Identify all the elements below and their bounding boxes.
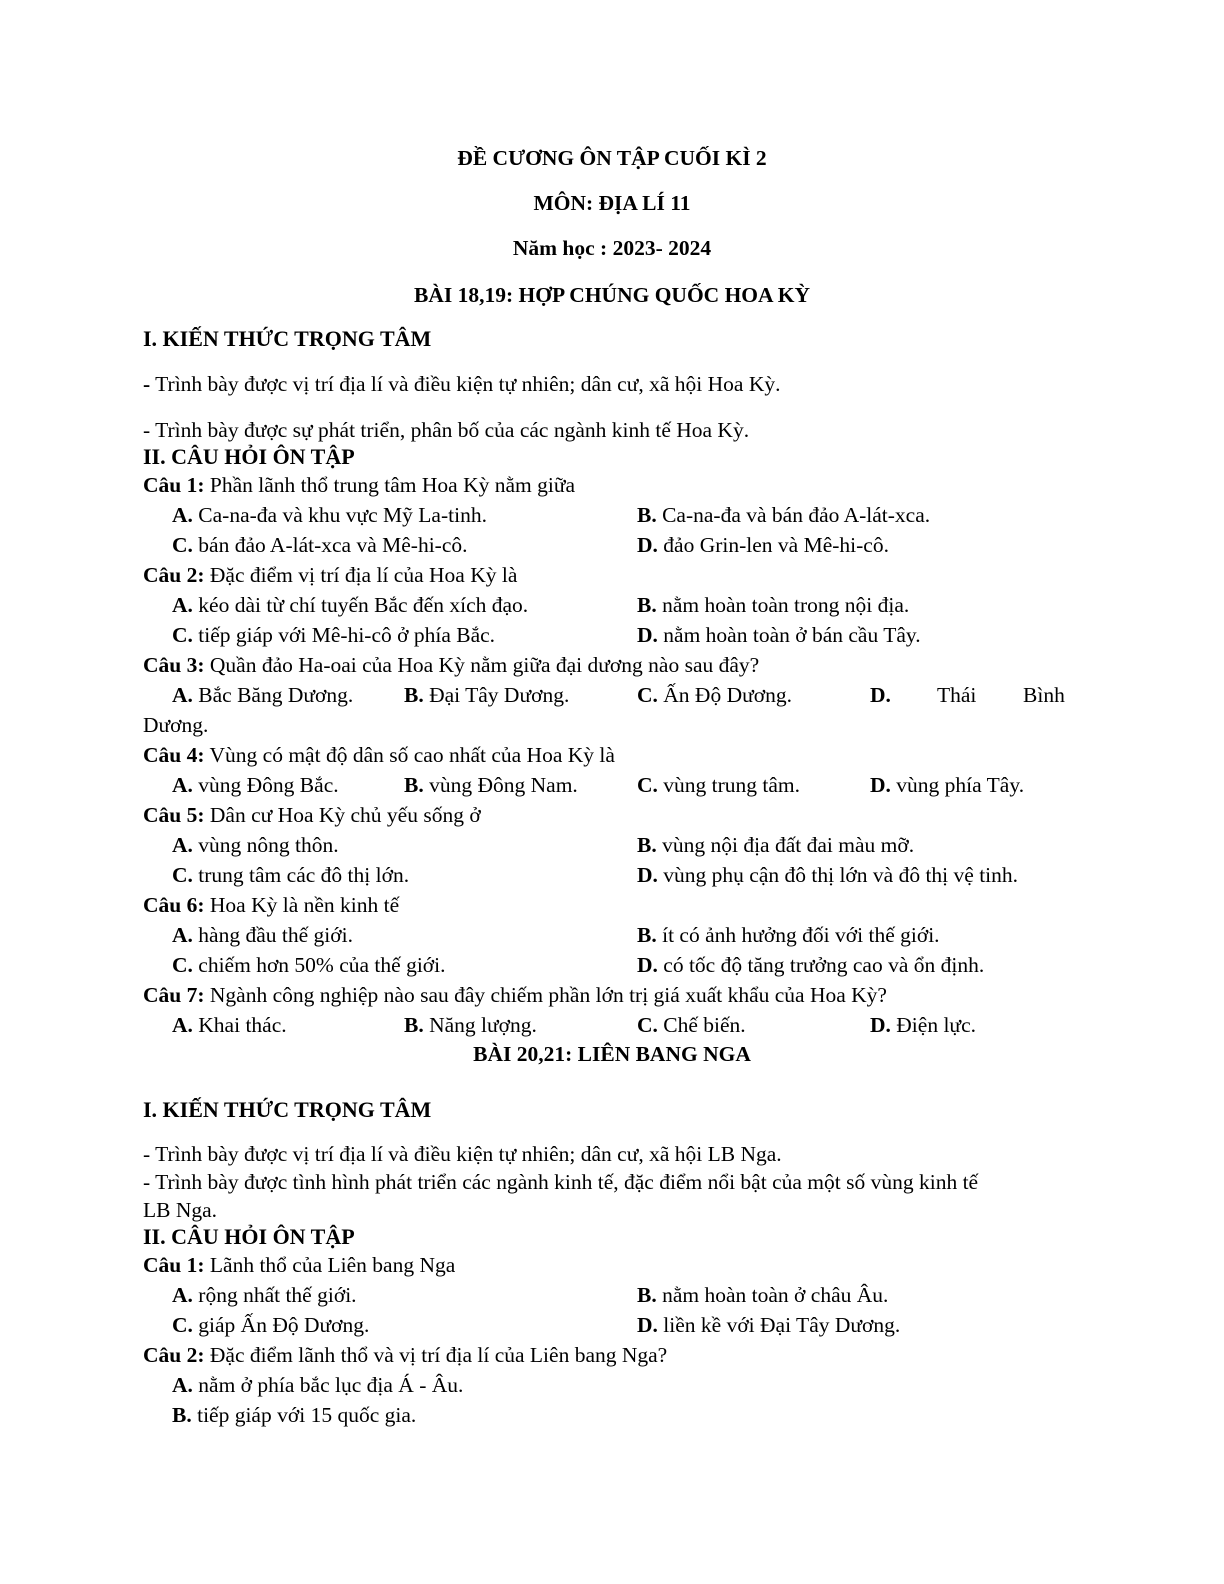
l1-q2-option-c: C. tiếp giáp với Mê-hi-cô ở phía Bắc. xyxy=(172,623,496,647)
l1-q3-option-c: C. Ấn Độ Dương. xyxy=(637,683,793,707)
l1-question-2: Câu 2: Đặc điểm vị trí địa lí của Hoa Kỳ là xyxy=(143,563,518,587)
l1-q1-option-c: C. bán đảo A-lát-xca và Mê-hi-cô. xyxy=(172,533,468,557)
l1-question-6: Câu 6: Hoa Kỳ là nền kinh tế xyxy=(143,893,400,917)
l2-q2-option-b: B. tiếp giáp với 15 quốc gia. xyxy=(172,1403,417,1427)
l2-q1-option-d: D. liền kề với Đại Tây Dương. xyxy=(637,1313,901,1337)
lesson-2-section-knowledge: I. KIẾN THỨC TRỌNG TÂM xyxy=(143,1097,432,1122)
lesson-1-section-questions: II. CÂU HỎI ÔN TẬP xyxy=(143,444,355,469)
l2-q1-option-a: A. rộng nhất thế giới. xyxy=(172,1283,357,1307)
lesson-2-knowledge-2-wrap: LB Nga. xyxy=(143,1198,218,1222)
l1-q3-option-a: A. Bắc Băng Dương. xyxy=(172,683,354,707)
l1-question-5: Câu 5: Dân cư Hoa Kỳ chủ yếu sống ở xyxy=(143,803,481,827)
subject-title: MÔN: ĐỊA LÍ 11 xyxy=(533,191,691,215)
l1-question-3: Câu 3: Quần đảo Ha-oai của Hoa Kỳ nằm giữa đại dương nào sau đây? xyxy=(143,653,760,677)
lesson-2-title: BÀI 20,21: LIÊN BANG NGA xyxy=(473,1042,751,1066)
l1-q7-option-c: C. Chế biến. xyxy=(637,1013,746,1037)
l1-q2-option-a: A. kéo dài từ chí tuyến Bắc đến xích đạo. xyxy=(172,593,529,617)
l1-q3-option-d: D. xyxy=(870,683,891,707)
l1-question-1: Câu 1: Phần lãnh thổ trung tâm Hoa Kỳ nằm giữa xyxy=(143,473,576,497)
l1-q6-option-a: A. hàng đầu thế giới. xyxy=(172,923,353,947)
l1-q4-option-d: D. vùng phía Tây. xyxy=(870,773,1025,797)
l2-q1-option-b: B. nằm hoàn toàn ở châu Âu. xyxy=(637,1283,889,1307)
l2-q2-option-a: A. nằm ở phía bắc lục địa Á - Âu. xyxy=(172,1373,464,1397)
l1-q6-option-d: D. có tốc độ tăng trưởng cao và ổn định. xyxy=(637,953,985,977)
lesson-1-knowledge-1: - Trình bày được vị trí địa lí và điều kiện tự nhiên; dân cư, xã hội Hoa Kỳ. xyxy=(143,372,781,396)
l1-q1-option-a: A. Ca-na-đa và khu vực Mỹ La-tinh. xyxy=(172,503,487,527)
l1-question-4: Câu 4: Vùng có mật độ dân số cao nhất của Hoa Kỳ là xyxy=(143,743,615,767)
lesson-2-knowledge-2: - Trình bày được tình hình phát triển các ngành kinh tế, đặc điểm nổi bật của một số vùng kinh tế xyxy=(143,1170,979,1194)
lesson-2-knowledge-1: - Trình bày được vị trí địa lí và điều kiện tự nhiên; dân cư, xã hội LB Nga. xyxy=(143,1142,782,1166)
l2-question-2: Câu 2: Đặc điểm lãnh thổ và vị trí địa lí của Liên bang Nga? xyxy=(143,1343,668,1367)
lesson-2-section-questions: II. CÂU HỎI ÔN TẬP xyxy=(143,1224,355,1249)
l1-q5-option-b: B. vùng nội địa đất đai màu mỡ. xyxy=(637,833,915,857)
l1-question-7: Câu 7: Ngành công nghiệp nào sau đây chiếm phần lớn trị giá xuất khẩu của Hoa Kỳ? xyxy=(143,983,887,1007)
l1-q1-option-d: D. đảo Grin-len và Mê-hi-cô. xyxy=(637,533,889,557)
lesson-1-section-knowledge: I. KIẾN THỨC TRỌNG TÂM xyxy=(143,326,432,351)
l1-q7-option-b: B. Năng lượng. xyxy=(404,1013,537,1037)
l1-q5-option-a: A. vùng nông thôn. xyxy=(172,833,339,857)
l1-q5-option-c: C. trung tâm các đô thị lớn. xyxy=(172,863,410,887)
l1-q2-option-d: D. nằm hoàn toàn ở bán cầu Tây. xyxy=(637,623,921,647)
lesson-1-title: BÀI 18,19: HỢP CHÚNG QUỐC HOA KỲ xyxy=(414,283,810,307)
l1-q3-option-d-word-2: Bình xyxy=(1023,683,1065,707)
l1-q2-option-b: B. nằm hoàn toàn trong nội địa. xyxy=(637,593,910,617)
l1-q3-option-d-wrap: Dương. xyxy=(143,713,209,737)
lesson-1-knowledge-2: - Trình bày được sự phát triển, phân bố của các ngành kinh tế Hoa Kỳ. xyxy=(143,418,750,442)
l1-q4-option-b: B. vùng Đông Nam. xyxy=(404,773,578,797)
l2-q1-option-c: C. giáp Ấn Độ Dương. xyxy=(172,1313,370,1337)
document-title: ĐỀ CƯƠNG ÔN TẬP CUỐI KÌ 2 xyxy=(457,146,767,170)
l1-q7-option-a: A. Khai thác. xyxy=(172,1013,287,1037)
l1-q6-option-b: B. ít có ảnh hưởng đối với thế giới. xyxy=(637,923,940,947)
l1-q7-option-d: D. Điện lực. xyxy=(870,1013,976,1037)
l1-q5-option-d: D. vùng phụ cận đô thị lớn và đô thị vệ tinh. xyxy=(637,863,1019,887)
school-year: Năm học : 2023- 2024 xyxy=(512,236,712,260)
l1-q3-option-b: B. Đại Tây Dương. xyxy=(404,683,570,707)
l2-question-1: Câu 1: Lãnh thổ của Liên bang Nga xyxy=(143,1253,456,1277)
l1-q4-option-c: C. vùng trung tâm. xyxy=(637,773,801,797)
l1-q4-option-a: A. vùng Đông Bắc. xyxy=(172,773,339,797)
l1-q1-option-b: B. Ca-na-đa và bán đảo A-lát-xca. xyxy=(637,503,931,527)
l1-q3-option-d-word-1: Thái xyxy=(937,683,977,707)
l1-q6-option-c: C. chiếm hơn 50% của thế giới. xyxy=(172,953,446,977)
